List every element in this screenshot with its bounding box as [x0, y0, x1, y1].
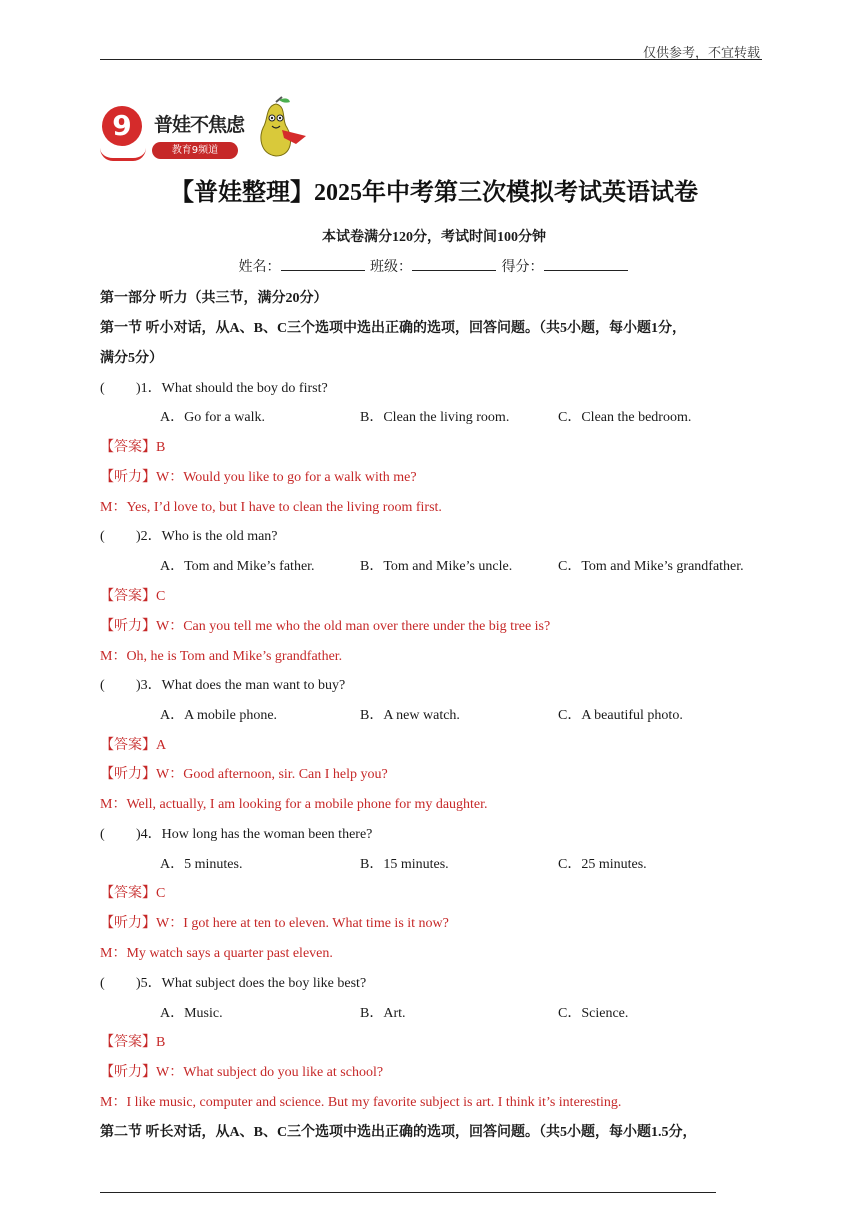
- score-blank: [544, 256, 628, 271]
- listening-w: 【听力】W：What subject do you like at school?: [100, 1065, 384, 1080]
- score-label: 得分：: [501, 260, 544, 275]
- option-a: A．Tom and Mike’s father.: [160, 559, 315, 574]
- book-icon: [100, 148, 146, 161]
- logo-brand-text: 普娃不焦虑: [154, 114, 245, 136]
- listening-m: M：Yes, I’d love to, but I have to clean the living room first.: [100, 500, 442, 515]
- answer-label: 【答案】C: [100, 589, 166, 604]
- class-blank: [412, 256, 496, 271]
- option-c: C．Tom and Mike’s grandfather.: [558, 559, 744, 574]
- listening-m: M：Well, actually, I am looking for a mobile phone for my daughter.: [100, 797, 488, 812]
- option-b: B．Tom and Mike’s uncle.: [360, 559, 513, 574]
- question-stem: ( )3．What does the man want to buy?: [100, 678, 346, 693]
- answer-label: 【答案】B: [100, 1035, 166, 1050]
- option-a: A．Music.: [160, 1006, 223, 1021]
- option-c: C．25 minutes.: [558, 857, 647, 872]
- footer-divider: [100, 1192, 716, 1193]
- listening-m: M：My watch says a quarter past eleven.: [100, 946, 333, 961]
- question-stem: ( )4．How long has the woman been there?: [100, 827, 373, 842]
- publisher-logo: [100, 96, 310, 166]
- option-b: B．Clean the living room.: [360, 410, 510, 425]
- answer-label: 【答案】B: [100, 440, 166, 455]
- part-heading: 第一部分 听力（共三节，满分20分）: [100, 291, 328, 306]
- header-note: 仅供参考，不宜转载: [642, 45, 760, 60]
- logo-tag: 教育9频道: [152, 142, 238, 159]
- name-label: 姓名：: [238, 260, 281, 275]
- document-title: 【普娃整理】2025年中考第三次模拟考试英语试卷: [170, 180, 698, 206]
- answer-label: 【答案】A: [100, 738, 167, 753]
- question-stem: ( )2．Who is the old man?: [100, 529, 278, 544]
- section-two-instruction: 第二节 听长对话，从A、B、C三个选项中选出正确的选项，回答问题。（共5小题，每小题1.5分，: [100, 1125, 697, 1140]
- option-a: A．Go for a walk.: [160, 410, 265, 425]
- option-c: C．Clean the bedroom.: [558, 410, 692, 425]
- section-instruction-cont: 满分5分）: [100, 351, 163, 366]
- option-c: C．Science.: [558, 1006, 629, 1021]
- header-divider: [100, 59, 762, 60]
- question-stem: ( )1．What should the boy do first?: [100, 381, 328, 396]
- option-b: B．A new watch.: [360, 708, 460, 723]
- listening-w: 【听力】W：I got here at ten to eleven. What time is it now?: [100, 916, 449, 931]
- option-c: C．A beautiful photo.: [558, 708, 683, 723]
- listening-w: 【听力】W：Can you tell me who the old man over there under the big tree is?: [100, 619, 551, 634]
- listening-m: M：Oh, he is Tom and Mike’s grandfather.: [100, 649, 343, 664]
- student-info-row: [0, 256, 868, 276]
- question-stem: ( )5．What subject does the boy like best?: [100, 976, 367, 991]
- answer-label: 【答案】C: [100, 886, 166, 901]
- class-label: 班级：: [370, 260, 412, 275]
- option-b: B．Art.: [360, 1006, 406, 1021]
- section-instruction: 第一节 听小对话，从A、B、C三个选项中选出正确的选项，回答问题。（共5小题，每小题1分，: [100, 321, 687, 336]
- logo-nine-badge: 9: [102, 106, 142, 146]
- pear-mascot-icon: [246, 96, 308, 160]
- listening-w: 【听力】W：Good afternoon, sir. Can I help you?: [100, 767, 388, 782]
- exam-info: 本试卷满分120分，考试时间100分钟: [322, 230, 546, 245]
- option-b: B．15 minutes.: [360, 857, 449, 872]
- name-blank: [281, 256, 365, 271]
- option-a: A．A mobile phone.: [160, 708, 278, 723]
- listening-m: M：I like music, computer and science. But my favorite subject is art. I think it’s interesting.: [100, 1095, 622, 1110]
- option-a: A．5 minutes.: [160, 857, 243, 872]
- listening-w: 【听力】W：Would you like to go for a walk with me?: [100, 470, 417, 485]
